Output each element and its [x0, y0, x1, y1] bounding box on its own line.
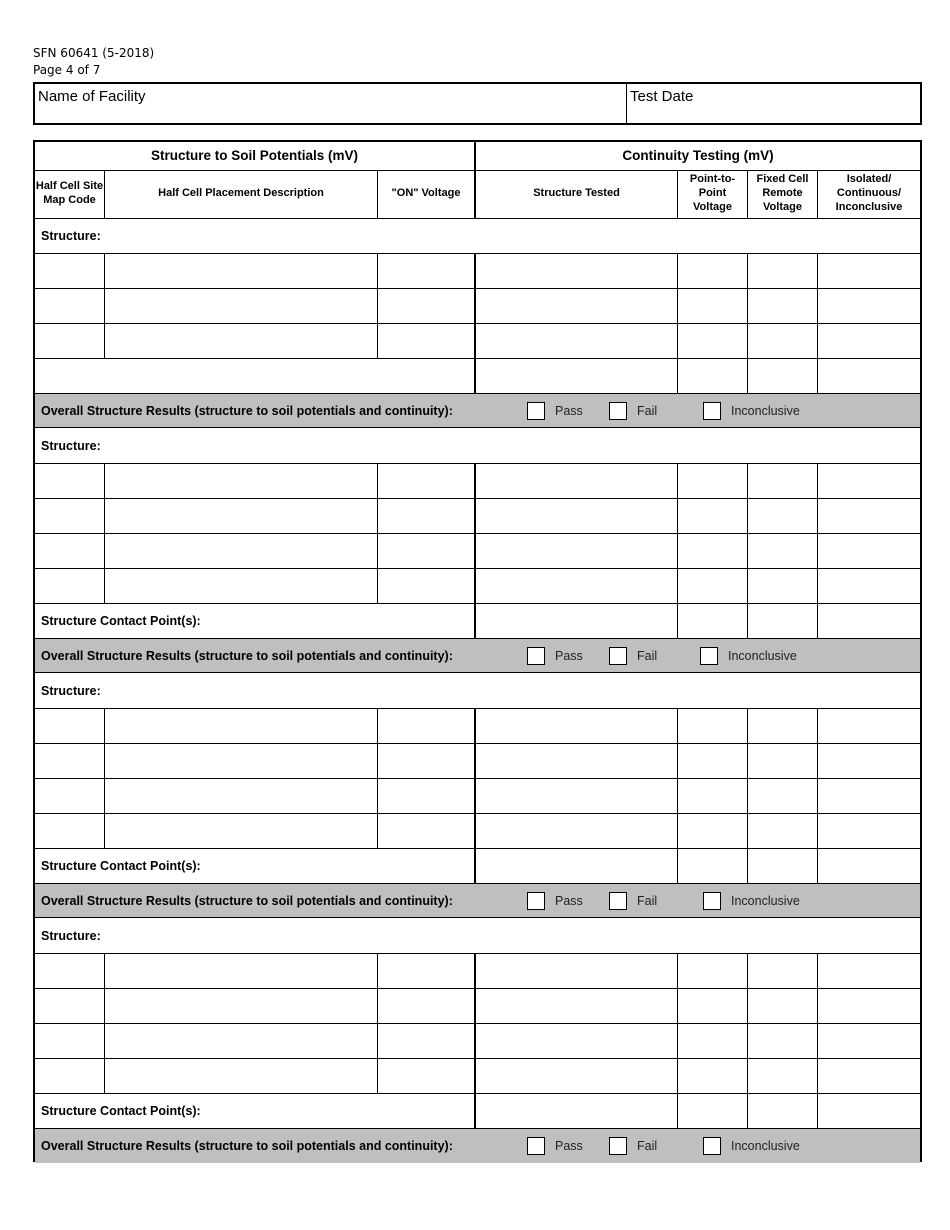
pass-label: Pass — [555, 649, 583, 663]
overall-results-row — [35, 393, 920, 428]
col-header-description: Half Cell Placement Description — [158, 187, 324, 200]
inconclusive-label: Inconclusive — [731, 404, 800, 418]
section-title-potentials: Structure to Soil Potentials (mV) — [150, 147, 359, 163]
pass-option[interactable] — [527, 1137, 583, 1155]
contact-points-label: Structure Contact Point(s): — [41, 858, 201, 873]
inconclusive-option[interactable] — [703, 1137, 800, 1155]
contact-points-label: Structure Contact Point(s): — [41, 613, 201, 628]
pass-label: Pass — [555, 404, 583, 418]
inconclusive-label: Inconclusive — [731, 1139, 800, 1153]
fail-label: Fail — [637, 649, 658, 663]
inconclusive-label: Inconclusive — [728, 649, 797, 663]
col-header-isolated: Isolated/ Continuous/ Inconclusive — [835, 173, 903, 213]
col-header-code: Half Cell Site Map Code — [35, 180, 104, 206]
overall-results-label: Overall Structure Results (structure to soil potentials and continuity): — [41, 648, 453, 663]
pass-option[interactable] — [527, 892, 583, 910]
facility-name-field[interactable] — [35, 84, 627, 123]
fail-label: Fail — [637, 1139, 658, 1153]
overall-results-row — [35, 1128, 920, 1163]
fail-option[interactable] — [609, 402, 657, 420]
section-title-continuity: Continuity Testing (mV) — [622, 147, 774, 163]
fail-checkbox[interactable] — [609, 647, 627, 665]
pass-checkbox[interactable] — [527, 402, 545, 420]
fail-option[interactable] — [609, 647, 657, 665]
overall-results-label: Overall Structure Results (structure to soil potentials and continuity): — [41, 1139, 453, 1153]
col-header-fixed-cell: Fixed Cell Remote Voltage — [756, 173, 809, 213]
pass-checkbox[interactable] — [527, 1137, 545, 1155]
pass-checkbox[interactable] — [527, 892, 545, 910]
pass-option[interactable] — [527, 402, 583, 420]
fail-option[interactable] — [609, 1137, 657, 1155]
inconclusive-label: Inconclusive — [731, 894, 800, 908]
overall-results-row — [35, 883, 920, 918]
col-header-p2p: Point-to-Point Voltage — [689, 173, 736, 213]
inconclusive-option[interactable] — [703, 402, 800, 420]
structure-form — [33, 140, 922, 1162]
pass-label: Pass — [555, 894, 583, 908]
inconclusive-option[interactable] — [700, 647, 797, 665]
fail-label: Fail — [637, 404, 658, 418]
test-date-label: Test Date — [630, 88, 694, 105]
facility-name-label: Name of Facility — [38, 88, 146, 105]
col-header-on-voltage: "ON" Voltage — [391, 187, 461, 200]
overall-results-row — [35, 638, 920, 673]
inconclusive-option[interactable] — [703, 892, 800, 910]
contact-points-label: Structure Contact Point(s): — [41, 1103, 201, 1118]
fail-checkbox[interactable] — [609, 892, 627, 910]
structure-label: Structure: — [41, 683, 101, 698]
pass-label: Pass — [555, 1139, 583, 1153]
inconclusive-checkbox[interactable] — [703, 402, 721, 420]
inconclusive-checkbox[interactable] — [703, 892, 721, 910]
overall-results-label: Overall Structure Results (structure to soil potentials and continuity): — [41, 403, 453, 418]
fail-option[interactable] — [609, 892, 657, 910]
inconclusive-checkbox[interactable] — [703, 1137, 721, 1155]
structure-label: Structure: — [41, 439, 101, 453]
pass-checkbox[interactable] — [527, 647, 545, 665]
structure-label: Structure: — [41, 928, 101, 943]
overall-results-label: Overall Structure Results (structure to soil potentials and continuity): — [41, 893, 453, 908]
fail-checkbox[interactable] — [609, 1137, 627, 1155]
structure-label: Structure: — [41, 228, 101, 243]
inconclusive-checkbox[interactable] — [700, 647, 718, 665]
form-id: SFN 60641 (5-2018) — [33, 46, 155, 60]
fail-label: Fail — [637, 894, 658, 908]
fail-checkbox[interactable] — [609, 402, 627, 420]
facility-box — [33, 82, 922, 125]
page-number: Page 4 of 7 — [33, 63, 101, 77]
test-date-field[interactable] — [627, 84, 920, 123]
pass-option[interactable] — [527, 647, 583, 665]
col-header-structure-tested: Structure Tested — [533, 187, 620, 200]
